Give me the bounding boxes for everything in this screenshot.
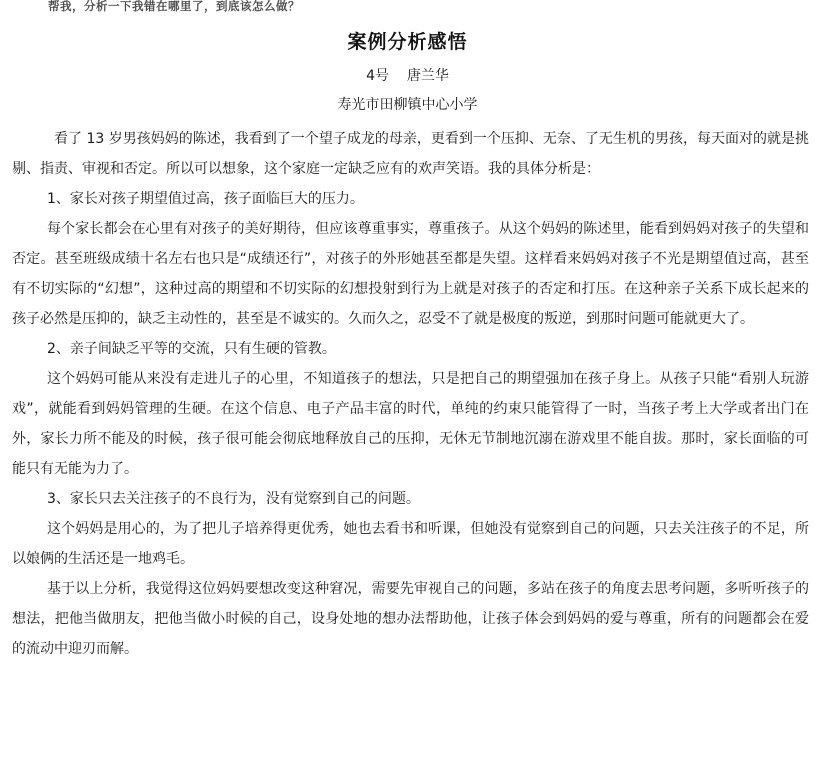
top-caption: 帮我，分析一下我错在哪里了，到底该怎么做？ <box>48 0 300 13</box>
section-heading-1: 1、家长对孩子期望值过高，孩子面临巨大的压力。 <box>47 191 364 207</box>
section-heading-3: 3、家长只去关注孩子的不良行为，没有觉察到自己的问题。 <box>47 491 420 507</box>
author-line: 4号 唐兰华 <box>366 68 449 84</box>
conclusion-paragraph: 基于以上分析，我觉得这位妈妈要想改变这种窘况，需要先审视自己的问题，多站在孩子的角度去思考问题，多听听孩子的想法，把他当做朋友，把他当做小时候的自己，设身处地的想办法帮助他，让孩子体会到妈妈的爱与尊重，所有的问题都会在爱的流动中迎刃而解。 <box>12 581 809 657</box>
article-body <box>12 124 809 664</box>
page-title: 案例分析感悟 <box>347 31 468 53</box>
section-paragraph-3: 这个妈妈是用心的，为了把儿子培养得更优秀，她也去看书和听课，但她没有觉察到自己的问题，只去关注孩子的不足，所以娘俩的生活还是一地鸡毛。 <box>12 521 809 567</box>
section-heading-2: 2、亲子间缺乏平等的交流，只有生硬的管教。 <box>47 341 336 357</box>
school-name: 寿光市田柳镇中心小学 <box>337 97 478 113</box>
intro-paragraph: 看了 13 岁男孩妈妈的陈述，我看到了一个望子成龙的母亲，更看到一个压抑、无奈、了无生机的男孩，每天面对的就是挑剔、指责、审视和否定。所以可以想象，这个家庭一定缺乏应有的欢声笑语。我的具体分析是： <box>12 131 809 177</box>
section-paragraph-2: 这个妈妈可能从来没有走进儿子的心里，不知道孩子的想法，只是把自己的期望强加在孩子身上。从孩子只能“看别人玩游戏”，就能看到妈妈管理的生硬。在这个信息、电子产品丰富的时代，单纯的约束只能管得了一时，当孩子考上大学或者出门在外，家长力所不能及的时候，孩子很可能会彻底地释放自己的压抑，无休无节制地沉溺在游戏里不能自拔。那时，家长面临的可能只有无能为力了。 <box>12 371 809 477</box>
section-paragraph-1: 每个家长都会在心里有对孩子的美好期待，但应该尊重事实，尊重孩子。从这个妈妈的陈述里，能看到妈妈对孩子的失望和否定。甚至班级成绩十名左右也只是“成绩还行”，对孩子的外形她甚至都是失望。这样看来妈妈对孩子不光是期望值过高，甚至有不切实际的“幻想”，这种过高的期望和不切实际的幻想投射到行为上就是对孩子的否定和打压。在这种亲子关系下成长起来的孩子必然是压抑的，缺乏主动性的，甚至是不诚实的。久而久之，忍受不了就是极度的叛逆，到那时问题可能就更大了。 <box>12 221 809 327</box>
